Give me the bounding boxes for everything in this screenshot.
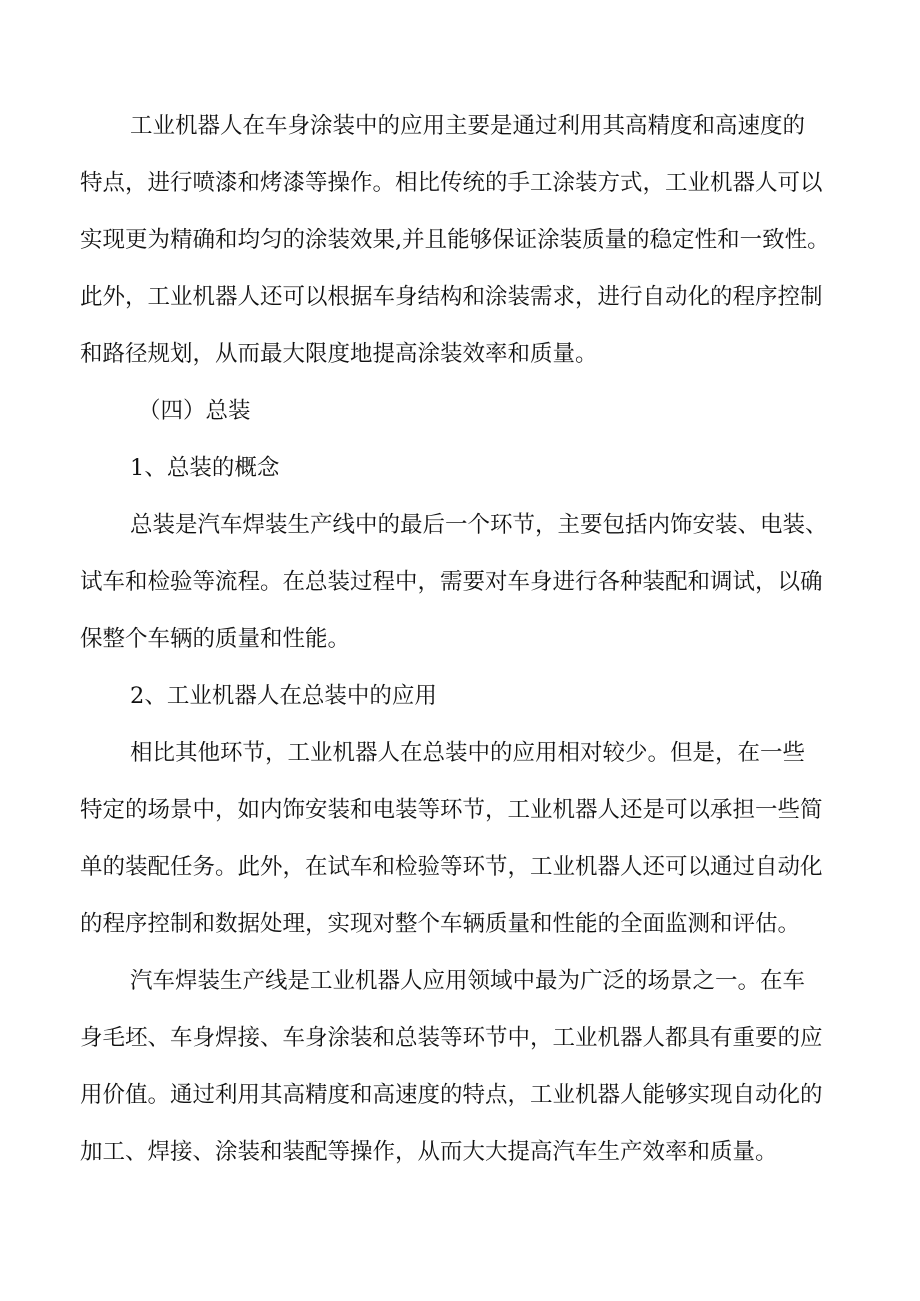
paint-paragraph-line-3: 实现更为精确和均匀的涂装效果,并且能够保证涂装质量的稳定性和一致性。 [80, 227, 830, 253]
summary-paragraph-line-2: 身毛坯、车身焊接、车身涂装和总装等环节中，工业机器人都具有重要的应 [80, 1025, 823, 1051]
paint-paragraph-line-1: 工业机器人在车身涂装中的应用主要是通过利用其高精度和高速度的 [130, 113, 806, 139]
section-heading: （四）总装 [138, 398, 251, 424]
application-paragraph-line-3: 单的装配任务。此外，在试车和检验等环节，工业机器人还可以通过自动化 [80, 854, 823, 880]
application-paragraph-line-1: 相比其他环节，工业机器人在总装中的应用相对较少。但是，在一些 [130, 740, 806, 766]
paint-paragraph-line-2: 特点，进行喷漆和烤漆等操作。相比传统的手工涂装方式，工业机器人可以 [80, 170, 823, 196]
concept-paragraph-line-2: 试车和检验等流程。在总装过程中，需要对车身进行各种装配和调试，以确 [80, 569, 823, 595]
summary-paragraph-line-1: 汽车焊装生产线是工业机器人应用领域中最为广泛的场景之一。在车 [130, 968, 806, 994]
paint-paragraph-line-4: 此外，工业机器人还可以根据车身结构和涂装需求，进行自动化的程序控制 [80, 284, 823, 310]
summary-paragraph-line-3: 用价值。通过利用其高精度和高速度的特点，工业机器人能够实现自动化的 [80, 1082, 823, 1108]
summary-paragraph-line-4: 加工、焊接、涂装和装配等操作，从而大大提高汽车生产效率和质量。 [80, 1139, 778, 1165]
subheading-concept: 1、总装的概念 [130, 455, 280, 481]
paint-paragraph-line-5: 和路径规划，从而最大限度地提高涂装效率和质量。 [80, 341, 598, 367]
concept-paragraph-line-3: 保整个车辆的质量和性能。 [80, 626, 351, 652]
application-paragraph-line-2: 特定的场景中，如内饰安装和电装等环节，工业机器人还是可以承担一些简 [80, 797, 823, 823]
application-paragraph-line-4: 的程序控制和数据处理，实现对整个车辆质量和性能的全面监测和评估。 [80, 911, 801, 937]
concept-paragraph-line-1: 总装是汽车焊装生产线中的最后一个环节，主要包括内饰安装、电装、 [130, 512, 828, 538]
subheading-application: 2、工业机器人在总装中的应用 [130, 683, 437, 709]
